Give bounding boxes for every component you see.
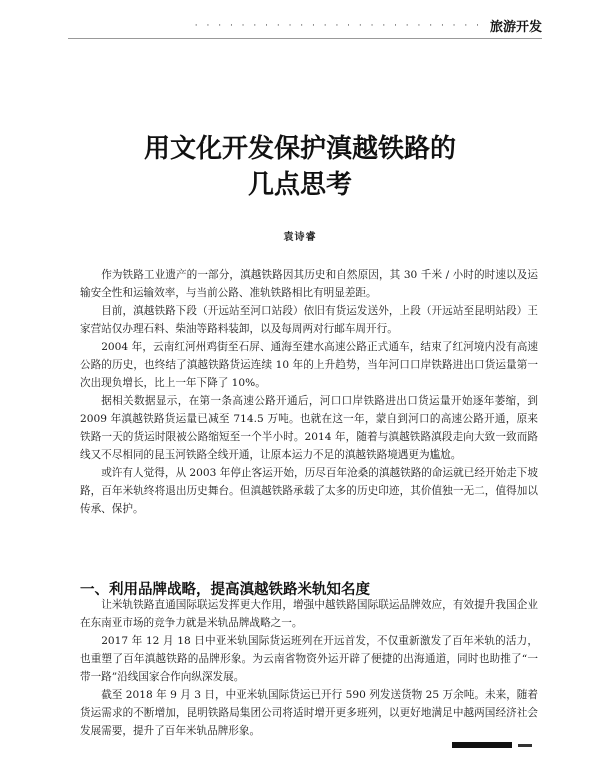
article-title-line1: 用文化开发保护滇越铁路的 <box>143 134 456 164</box>
section-tag: 旅游开发 <box>489 20 542 35</box>
paragraph: 截至 2018 年 9 月 3 日，中亚米轨国际货运已开行 590 列发送货物 25 万余吨。未来，随着货运需求的不断增加，昆明铁路局集团公司将适时增开更多班列，以更好地满足中越两国经济社会发展需要，提升了百年米轨品牌形象。 <box>80 689 538 737</box>
paragraph: 2004 年，云南红河州鸡街至石屏、通海至建水高速公路正式通车，结束了红河境内没有高速公路的历史，也终结了滇越铁路货运连续 10 年的上升趋势，当年河口口岸铁路进出口货运量第一次出现负增长，比上一年下降了 10%。 <box>80 341 538 389</box>
section-heading: 一、利用品牌战略，提高滇越铁路米轨知名度 <box>80 582 370 599</box>
paragraph: 据相关数据显示，在第一条高速公路开通后，河口口岸铁路进出口货运量开始逐年萎缩，到 2009 年滇越铁路货运量已减至 714.5 万吨。也就在这一年，蒙自到河口的高速公路开通，原来铁路一天的货运时限被公路缩短至一个半小时。2014 年，随着与滇越铁路滇段走向大致一致而路线又不尽相同的昆玉河铁路全线开通，让原本运力不足的滇越铁路境遇更为尴尬。 <box>80 395 538 461</box>
paragraph: 目前，滇越铁路下段（开远站至河口站段）依旧有货运发送外，上段（开远站至昆明站段）王家营站仅办理石料、柴油等路料装卸，以及每周两对行邮车周开行。 <box>80 305 538 335</box>
header-dots: · · · · · · · · · · · · · · · · · · · · · · · · · <box>194 20 482 31</box>
header-rule <box>68 38 542 39</box>
paragraph: 或许有人觉得，从 2003 年停止客运开始，历尽百年沧桑的滇越铁路的命运就已经开始走下坡路，百年米轨终将退出历史舞台。但滇越铁路承载了太多的历史印迹，其价值独一无二，值得加以传承、保护。 <box>80 467 538 515</box>
paragraph: 作为铁路工业遗产的一部分，滇越铁路因其历史和自然原因，其 30 千米 / 小时的时速以及运输安全性和运输效率，与当前公路、准轨铁路相比有明显差距。 <box>80 269 538 299</box>
footer-bar-thin <box>518 744 532 747</box>
page-footer-mark <box>452 742 532 748</box>
paragraph: 让米轨铁路直通国际联运发挥更大作用，增强中越铁路国际联运品牌效应，有效提升我国企业在东南亚市场的竞争力就是米轨品牌战略之一。 <box>80 599 538 629</box>
author-name: 袁诗睿 <box>283 232 317 243</box>
running-header <box>195 16 542 35</box>
footer-bar-thick <box>452 742 512 748</box>
paragraph: 2017 年 12 月 18 日中亚米轨国际货运班列在开远首发，不仅重新激发了百年米轨的活力，也重塑了百年滇越铁路的品牌形象。为云南省物资外运开辟了便捷的出海通道，同时也助推了“一带一路”沿线国家合作向纵深发展。 <box>80 635 538 683</box>
section1-body <box>80 596 538 740</box>
intro-body <box>80 266 538 518</box>
article-title-line2: 几点思考 <box>247 170 352 200</box>
